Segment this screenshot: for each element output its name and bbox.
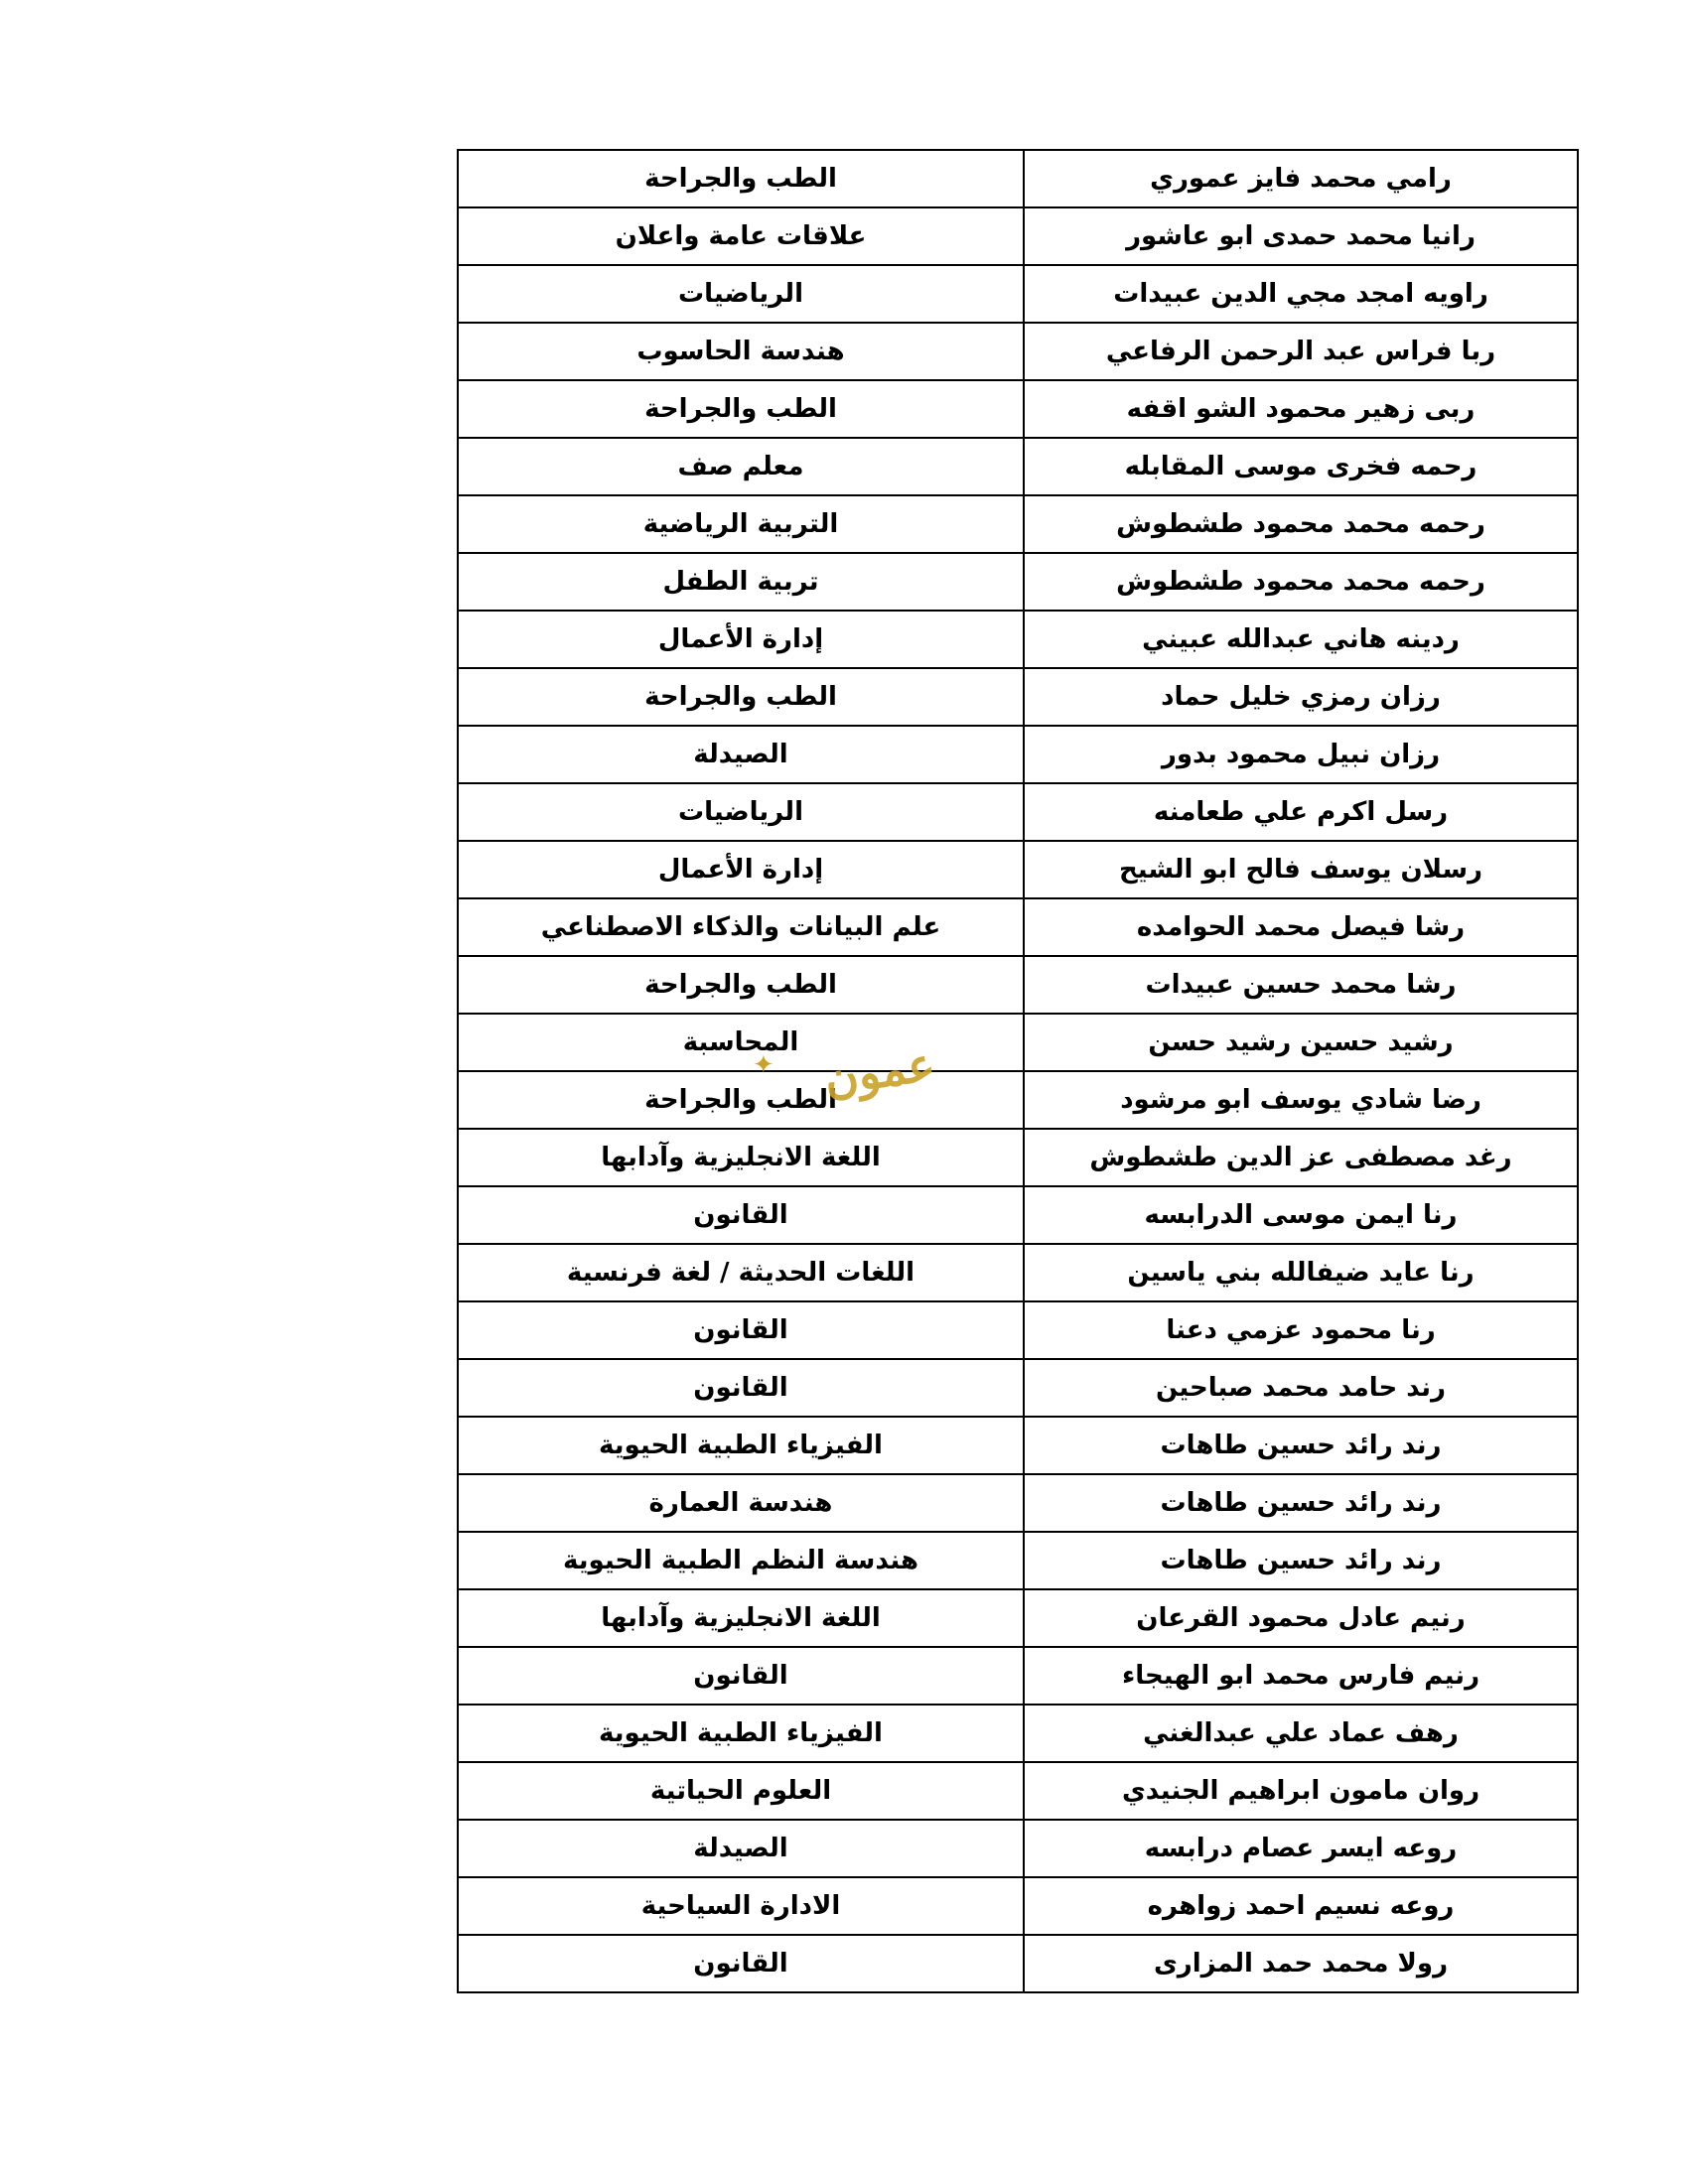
major-cell: المحاسبة [458,1014,1024,1071]
student-name-cell: رنيم فارس محمد ابو الهيجاء [1024,1647,1578,1705]
table-row [458,1301,1578,1359]
table-row [458,380,1578,438]
student-name-cell: رشا محمد حسين عبيدات [1024,956,1578,1014]
major-cell: الرياضيات [458,783,1024,841]
student-name-cell: ربى زهير محمود الشو اقفه [1024,380,1578,438]
student-name-cell: رشا فيصل محمد الحوامده [1024,898,1578,956]
table-row [458,1877,1578,1935]
table-row [458,1417,1578,1474]
table-row [458,783,1578,841]
student-name-cell: رند حامد محمد صباحين [1024,1359,1578,1417]
student-name-cell: رضا شادي يوسف ابو مرشود [1024,1071,1578,1129]
student-name-cell: راويه امجد مجي الدين عبيدات [1024,265,1578,323]
major-cell: القانون [458,1301,1024,1359]
student-name-cell: رحمه فخرى موسى المقابله [1024,438,1578,495]
results-table-body [458,150,1578,1992]
major-cell: الطب والجراحة [458,150,1024,207]
major-cell: العلوم الحياتية [458,1762,1024,1820]
major-cell: اللغة الانجليزية وآدابها [458,1129,1024,1186]
major-cell: القانون [458,1935,1024,1992]
student-name-cell: رسلان يوسف فالح ابو الشيح [1024,841,1578,898]
student-name-cell: رسل اكرم علي طعامنه [1024,783,1578,841]
star-icon: ✦ [753,1050,774,1080]
table-row [458,1935,1578,1992]
student-name-cell: رند رائد حسين طاهات [1024,1532,1578,1589]
student-name-cell: رنيم عادل محمود القرعان [1024,1589,1578,1647]
table-row [458,1705,1578,1762]
student-name-cell: رزان رمزي خليل حماد [1024,668,1578,726]
table-row [458,841,1578,898]
major-cell: هندسة النظم الطبية الحيوية [458,1532,1024,1589]
table-row [458,1820,1578,1877]
table-row [458,553,1578,611]
table-row [458,265,1578,323]
table-row [458,323,1578,380]
major-cell: الطب والجراحة [458,380,1024,438]
table-row [458,1762,1578,1820]
student-name-cell: رزان نبيل محمود بدور [1024,726,1578,783]
major-cell: القانون [458,1359,1024,1417]
table-row [458,668,1578,726]
major-cell: تربية الطفل [458,553,1024,611]
results-table [457,149,1579,1993]
student-name-cell: رنا ايمن موسى الدرابسه [1024,1186,1578,1244]
student-name-cell: رنا عايد ضيفالله بني ياسين [1024,1244,1578,1301]
major-cell: الطب والجراحة [458,668,1024,726]
table-row [458,1474,1578,1532]
major-cell: الطب والجراحة [458,1071,1024,1129]
major-cell: اللغات الحديثة / لغة فرنسية [458,1244,1024,1301]
major-cell: الصيدلة [458,1820,1024,1877]
major-cell: هندسة العمارة [458,1474,1024,1532]
major-cell: الفيزياء الطبية الحيوية [458,1417,1024,1474]
table-row [458,207,1578,265]
major-cell: علم البيانات والذكاء الاصطناعي [458,898,1024,956]
table-row [458,1129,1578,1186]
table-row [458,150,1578,207]
major-cell: الادارة السياحية [458,1877,1024,1935]
student-name-cell: روعه نسيم احمد زواهره [1024,1877,1578,1935]
table-row [458,1589,1578,1647]
watermark-text: عمون [821,1036,939,1106]
student-name-cell: رغد مصطفى عز الدين طشطوش [1024,1129,1578,1186]
student-name-cell: رحمه محمد محمود طشطوش [1024,495,1578,553]
table-row [458,438,1578,495]
student-name-cell: رند رائد حسين طاهات [1024,1474,1578,1532]
major-cell: التربية الرياضية [458,495,1024,553]
major-cell: القانون [458,1186,1024,1244]
student-name-cell: رنا محمود عزمي دعنا [1024,1301,1578,1359]
table-row [458,898,1578,956]
major-cell: الفيزياء الطبية الحيوية [458,1705,1024,1762]
major-cell: الرياضيات [458,265,1024,323]
student-name-cell: روان مامون ابراهيم الجنيدي [1024,1762,1578,1820]
major-cell: القانون [458,1647,1024,1705]
table-row [458,495,1578,553]
table-row [458,1359,1578,1417]
table-row [458,726,1578,783]
table-row [458,1014,1578,1071]
student-name-cell: رحمه محمد محمود طشطوش [1024,553,1578,611]
student-name-cell: رامي محمد فايز عموري [1024,150,1578,207]
major-cell: علاقات عامة واعلان [458,207,1024,265]
student-name-cell: ربا فراس عبد الرحمن الرفاعي [1024,323,1578,380]
major-cell: اللغة الانجليزية وآدابها [458,1589,1024,1647]
major-cell: الطب والجراحة [458,956,1024,1014]
table-row [458,1244,1578,1301]
table-row [458,1071,1578,1129]
table-row [458,611,1578,668]
table-row [458,1647,1578,1705]
major-cell: إدارة الأعمال [458,611,1024,668]
table-row [458,1532,1578,1589]
major-cell: معلم صف [458,438,1024,495]
major-cell: الصيدلة [458,726,1024,783]
table-row [458,1186,1578,1244]
student-name-cell: رند رائد حسين طاهات [1024,1417,1578,1474]
student-name-cell: رشيد حسين رشيد حسن [1024,1014,1578,1071]
table-row [458,956,1578,1014]
major-cell: هندسة الحاسوب [458,323,1024,380]
student-name-cell: رولا محمد حمد المزارى [1024,1935,1578,1992]
major-cell: إدارة الأعمال [458,841,1024,898]
student-name-cell: رهف عماد علي عبدالغني [1024,1705,1578,1762]
student-name-cell: رانيا محمد حمدى ابو عاشور [1024,207,1578,265]
student-name-cell: روعه ايسر عصام درابسه [1024,1820,1578,1877]
student-name-cell: ردينه هاني عبدالله عبيني [1024,611,1578,668]
